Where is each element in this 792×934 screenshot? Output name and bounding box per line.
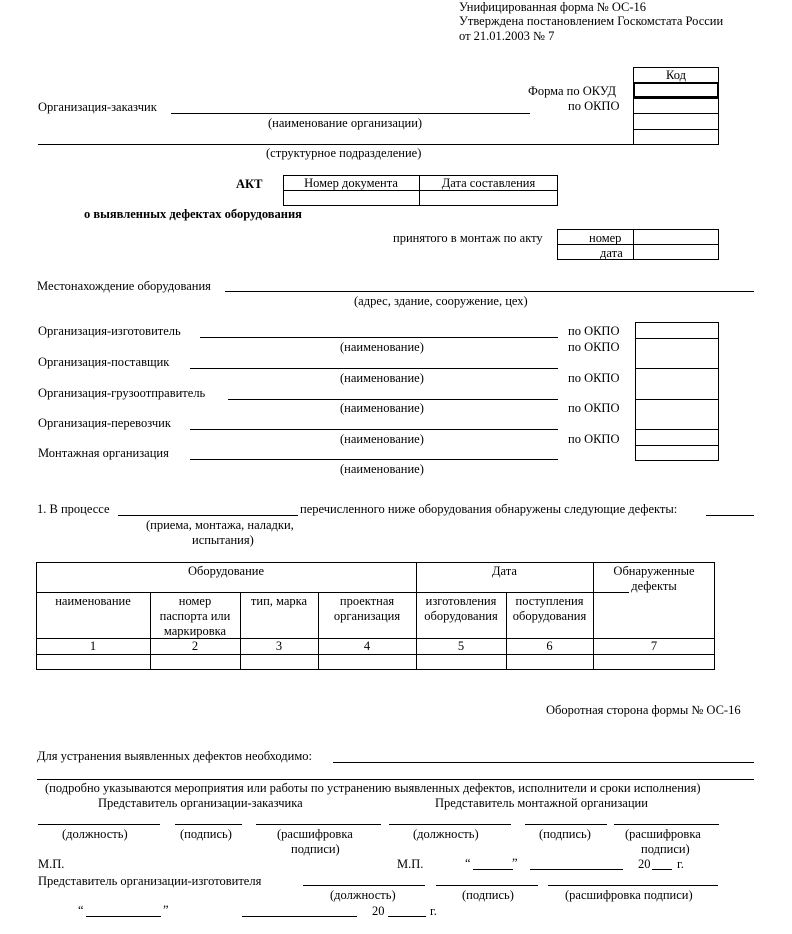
manufacturer-decode-hint: (расшифровка подписи) (565, 888, 693, 902)
need-field-2[interactable] (37, 779, 754, 780)
col-number-1: 1 (89, 639, 97, 653)
customer-decode-hint-1: (расшифровка (277, 827, 353, 841)
supplier-hint: (наименование) (340, 371, 424, 385)
shipper-label: Организация-грузоотправитель (38, 386, 206, 400)
customer-name-hint: (наименование организации) (268, 116, 423, 130)
date-quote-open: “ (465, 856, 471, 870)
manufacturer-hint: (наименование) (340, 340, 424, 354)
customer-signature-hint: (подпись) (180, 827, 232, 841)
installer-day-field[interactable] (473, 869, 513, 870)
manufacturer-signature-field[interactable] (436, 885, 538, 886)
installer-year-suffix: г. (677, 857, 684, 871)
supplier-label: Организация-поставщик (38, 355, 170, 369)
doc-date-header: Дата составления (441, 176, 536, 190)
col-defects-header: Обнаруженные дефекты (613, 564, 695, 593)
col-name-header: наименование (55, 594, 131, 608)
process-hint-1: (приема, монтажа, наладки, (146, 518, 294, 532)
accepted-label: принятого в монтаж по акту (393, 231, 543, 245)
installer-signature-hint: (подпись) (539, 827, 591, 841)
back-side-title: Оборотная сторона формы № ОС-16 (546, 703, 741, 717)
manufacturer-rep-label: Представитель организации-изготовителя (38, 874, 262, 888)
carrier-field[interactable] (190, 429, 558, 430)
process-hint-2: испытания) (192, 533, 254, 547)
installer-position-hint: (должность) (413, 827, 479, 841)
installer-month-field[interactable] (530, 869, 623, 870)
customer-name-field[interactable] (171, 113, 530, 114)
carrier-okpo-label: по ОКПО (568, 401, 620, 415)
okpo-label: по ОКПО (568, 99, 620, 113)
manufacturer-month-field[interactable] (242, 916, 357, 917)
installer-decode-field[interactable] (614, 824, 719, 825)
supplier-okpo-label: по ОКПО (568, 340, 620, 354)
location-label: Местонахождение оборудования (37, 279, 211, 293)
customer-rep-label: Представитель организации-заказчика (98, 796, 303, 810)
manufacturer-label: Организация-изготовитель (38, 324, 181, 338)
process-prefix: 1. В процессе (37, 502, 110, 516)
shipper-field[interactable] (228, 399, 558, 400)
date-quote-close: ” (512, 856, 518, 870)
col-number-3: 3 (275, 639, 283, 653)
manufacturer-day-field[interactable] (86, 916, 161, 917)
division-hint: (структурное подразделение) (266, 146, 422, 160)
installer-stamp: М.П. (397, 857, 424, 871)
act-subtitle: о выявленных дефектах оборудования (84, 207, 302, 221)
shipper-okpo-label: по ОКПО (568, 371, 620, 385)
process-suffix: перечисленного ниже оборудования обнаружены следующие дефекты: (300, 502, 678, 516)
okud-label: Форма по ОКУД (528, 84, 616, 98)
col-number-2: 2 (191, 639, 199, 653)
customer-stamp: М.П. (38, 857, 65, 871)
manufacturer-position-hint: (должность) (330, 888, 396, 902)
location-field[interactable] (225, 291, 754, 292)
customer-signature-field[interactable] (175, 824, 242, 825)
col-passport-header: номер паспорта или маркировка (159, 594, 231, 638)
approval-date-line: от 21.01.2003 № 7 (459, 29, 555, 43)
customer-position-field[interactable] (38, 824, 160, 825)
doc-number-header: Номер документа (304, 176, 398, 190)
col-number-7: 7 (650, 639, 658, 653)
customer-label: Организация-заказчик (38, 100, 157, 114)
installer-rep-label: Представитель монтажной организации (435, 796, 648, 810)
manufacturer-position-field[interactable] (303, 885, 425, 886)
need-label: Для устранения выявленных дефектов необходимо: (37, 749, 312, 763)
installer-okpo-label: по ОКПО (568, 432, 620, 446)
accepted-number-label: номер (589, 231, 622, 245)
group-date-header: Дата (492, 564, 517, 578)
manufacturer-year-suffix: г. (430, 904, 437, 918)
accepted-date-label: дата (600, 246, 623, 260)
col-number-5: 5 (457, 639, 465, 653)
installer-position-field[interactable] (389, 824, 511, 825)
need-field[interactable] (333, 762, 754, 763)
form-code-line: Унифицированная форма № ОС-16 (459, 0, 647, 14)
manufacturer-field[interactable] (200, 337, 558, 338)
col-received-header: поступления оборудования (512, 594, 587, 623)
process-field[interactable] (118, 515, 298, 516)
manufacturer-quote-close: ” (163, 903, 169, 917)
customer-decode-field[interactable] (256, 824, 381, 825)
col-project-header: проектная организация (333, 594, 401, 623)
installer-signature-field[interactable] (525, 824, 607, 825)
manufacturer-year-prefix: 20 (372, 904, 385, 918)
manufacturer-quote-open: “ (78, 903, 84, 917)
group-equipment-header: Оборудование (187, 564, 264, 578)
installer-decode-hint-2: подписи) (641, 842, 690, 856)
col-number-6: 6 (546, 639, 553, 653)
location-hint: (адрес, здание, сооружение, цех) (354, 294, 528, 308)
col-number-4: 4 (363, 639, 371, 653)
code-header: Код (666, 68, 686, 82)
installer-year-prefix: 20 (638, 857, 651, 871)
customer-decode-hint-2: подписи) (291, 842, 340, 856)
col-type-header: тип, марка (250, 594, 308, 608)
carrier-hint: (наименование) (340, 432, 424, 446)
carrier-label: Организация-перевозчик (38, 416, 171, 430)
manufacturer-year-field[interactable] (388, 916, 426, 917)
manufacturer-signature-hint: (подпись) (462, 888, 514, 902)
okud-code-field[interactable] (633, 82, 719, 98)
approval-line: Утверждена постановлением Госкомстата России (459, 14, 724, 28)
installer-year-field[interactable] (652, 869, 672, 870)
need-hint: (подробно указываются мероприятия или работы по устранению выявленных дефектов, исполнители и сроки исполнения) (45, 781, 701, 795)
manufacturer-okpo-label: по ОКПО (568, 324, 620, 338)
orgs-okpo-box (635, 322, 719, 461)
shipper-hint: (наименование) (340, 401, 424, 415)
division-field[interactable] (38, 144, 633, 145)
customer-position-hint: (должность) (62, 827, 128, 841)
installer-label: Монтажная организация (38, 446, 169, 460)
supplier-field[interactable] (190, 368, 558, 369)
col-made-header: изготовления оборудования (424, 594, 498, 623)
manufacturer-decode-field[interactable] (548, 885, 718, 886)
act-title: АКТ (236, 177, 263, 191)
installer-decode-hint-1: (расшифровка (625, 827, 701, 841)
installer-field[interactable] (190, 459, 558, 460)
installer-hint: (наименование) (340, 462, 424, 476)
